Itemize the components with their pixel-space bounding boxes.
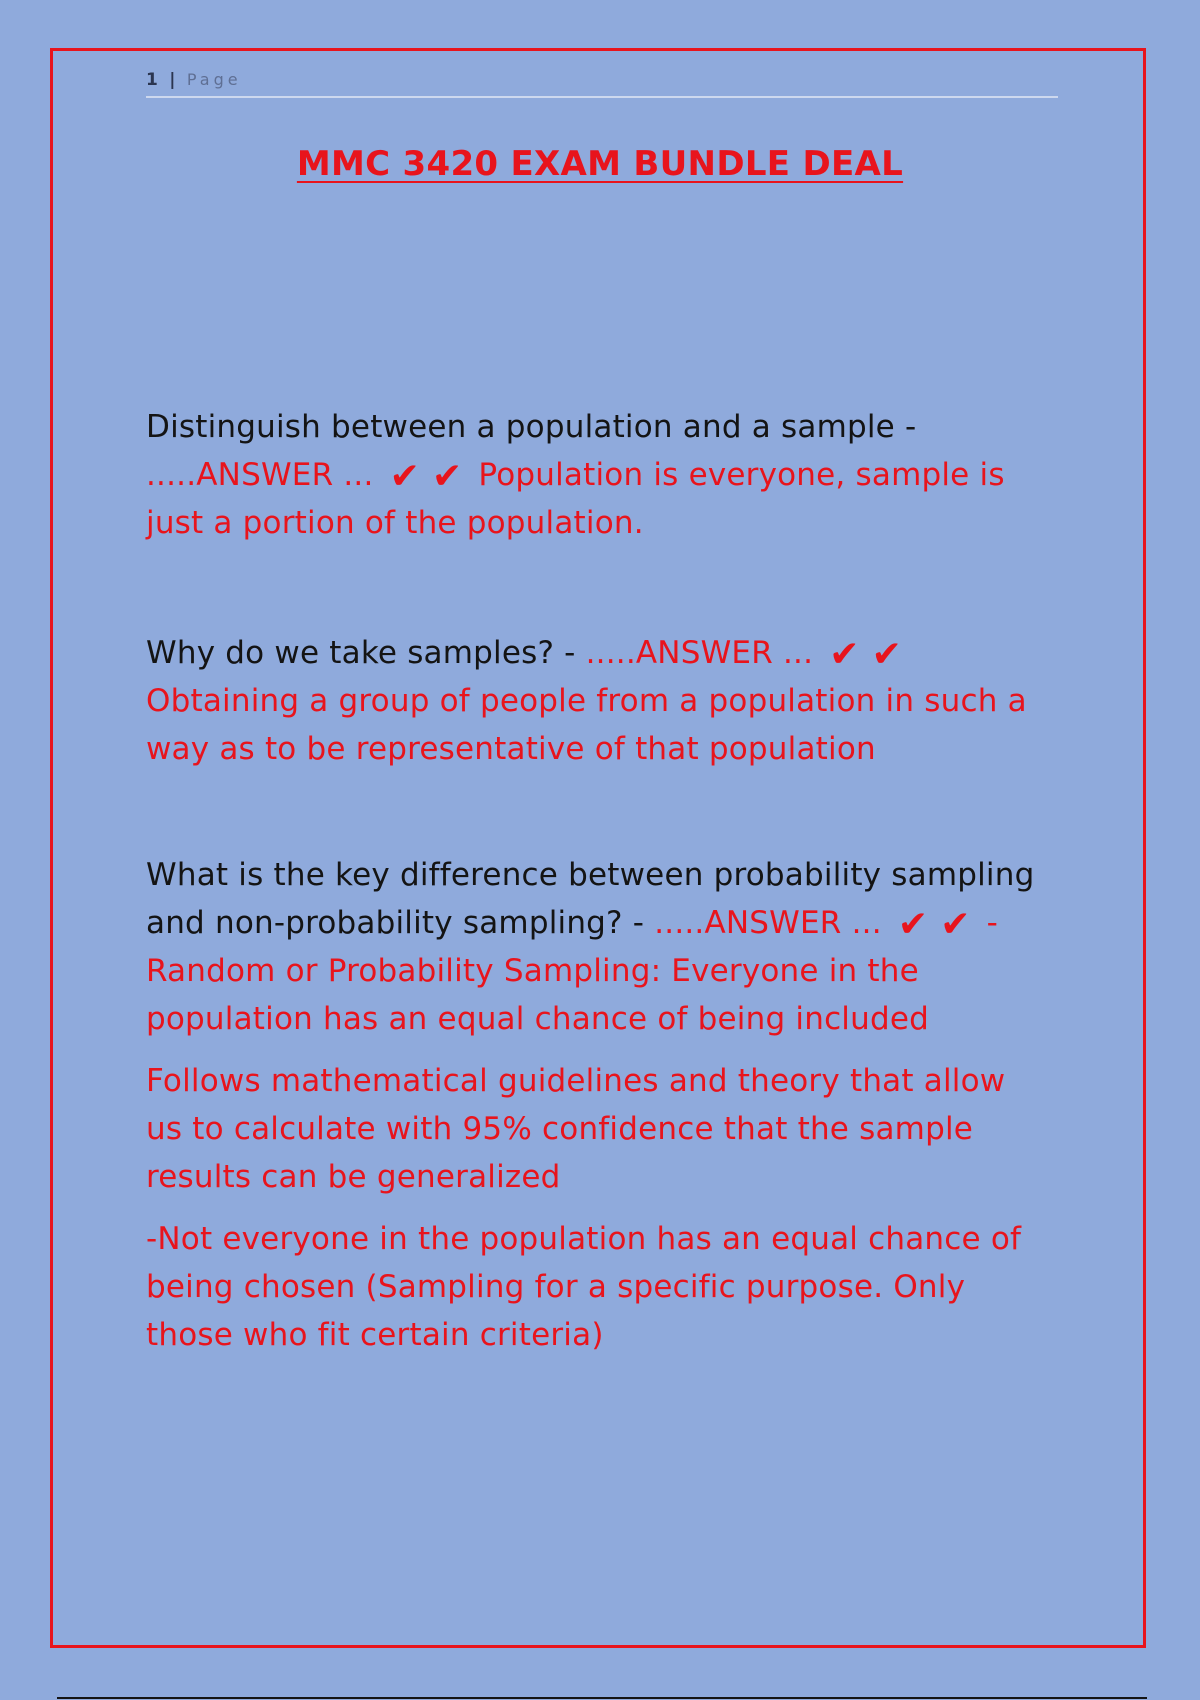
answer-2: Obtaining a group of people from a population in such a way as to be representative of that population bbox=[146, 683, 1027, 767]
checkmark-icon: ✔ bbox=[829, 634, 860, 675]
document-title: MMC 3420 EXAM BUNDLE DEAL bbox=[296, 144, 904, 184]
bottom-rule bbox=[57, 1697, 1147, 1699]
document-title-wrap bbox=[0, 144, 1200, 184]
page-number: 1 bbox=[146, 70, 160, 90]
page-word: Page bbox=[186, 70, 242, 89]
page-header bbox=[146, 70, 1058, 98]
checkmark-icon: ✔ bbox=[389, 456, 420, 497]
checkmark-icon: ✔ bbox=[897, 904, 929, 945]
question-1: Distinguish between a population and a sample - bbox=[146, 409, 917, 445]
checkmark-icon: ✔ bbox=[871, 634, 902, 675]
checkmark-icon: ✔ bbox=[940, 904, 971, 945]
qa-item-3 bbox=[146, 851, 1051, 1043]
question-3: What is the key difference between probability sampling and non-probability sampling? - bbox=[146, 857, 1035, 941]
page-separator: | bbox=[169, 70, 178, 90]
question-2: Why do we take samples? - bbox=[146, 635, 576, 671]
qa-item-1 bbox=[146, 403, 1051, 547]
answer-prefix-1: .....ANSWER ... bbox=[146, 457, 374, 493]
checkmark-icon: ✔ bbox=[431, 456, 463, 497]
answer-3-paragraph-2: Follows mathematical guidelines and theory that allow us to calculate with 95% confidence that the sample results can be generalized bbox=[146, 1063, 1006, 1195]
qa-content bbox=[146, 403, 1051, 1359]
answer-3: -Random or Probability Sampling: Everyone in the population has an equal chance of being included bbox=[146, 905, 999, 1037]
answer-prefix-3: .....ANSWER ... bbox=[654, 905, 882, 941]
answer-1: Population is everyone, sample is just a portion of the population. bbox=[146, 457, 1005, 541]
qa-item-2 bbox=[146, 629, 1051, 773]
answer-prefix-2: .....ANSWER ... bbox=[585, 635, 814, 671]
answer-3-paragraph-3: -Not everyone in the population has an equal chance of being chosen (Sampling for a specific purpose. Only those who fit certain criteria) bbox=[146, 1221, 1022, 1353]
